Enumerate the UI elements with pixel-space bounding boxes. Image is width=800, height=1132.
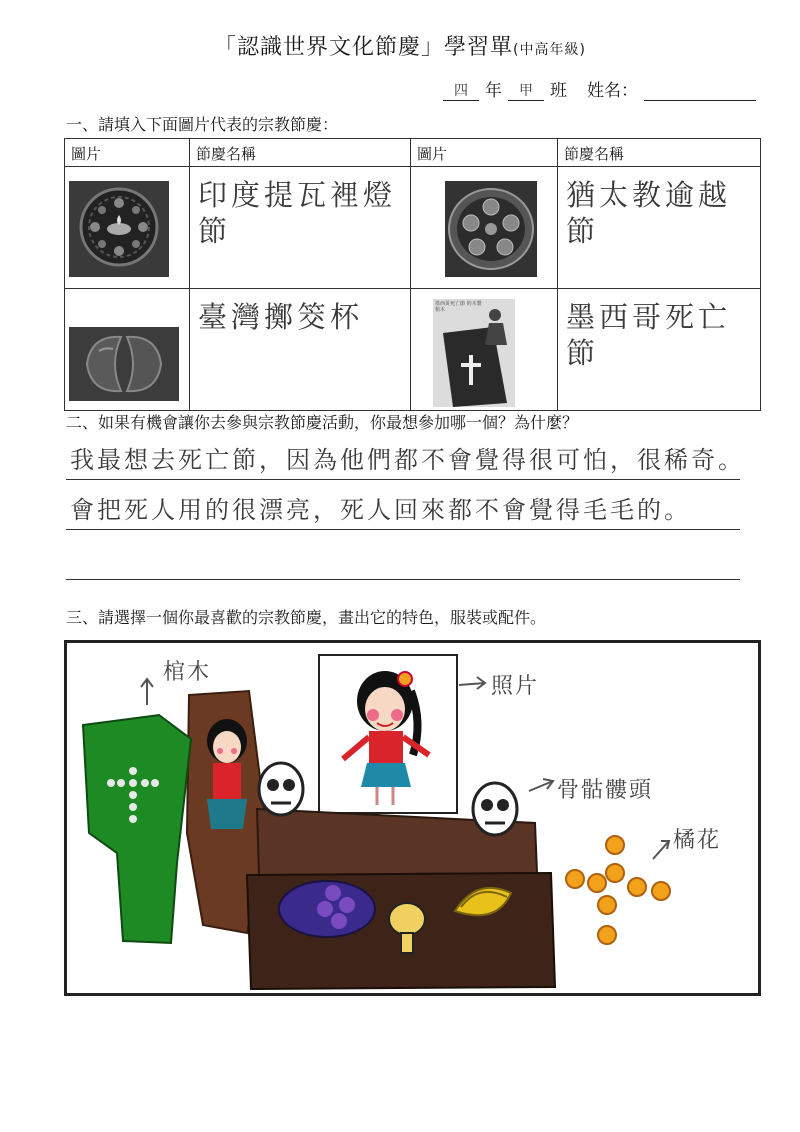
child-drawing [67,643,758,993]
label-flower: 橘花 [673,828,722,853]
answer-line-3 [66,530,740,580]
student-info-line [443,76,756,101]
name-field [644,100,756,101]
class-label: 班 [550,81,567,101]
answer-diwali: 印度提瓦裡燈節 [198,178,397,248]
festival-table [64,138,761,411]
col-header-name-1: 節慶名稱 [190,139,411,167]
table-header-row [65,139,761,167]
grade-field: 四 [443,82,479,101]
answer-line-1 [66,430,745,480]
worksheet-title [0,30,800,61]
answer-line-text: 會把死人用的很漂亮，死人回來都不會覺得毛毛的。 [70,496,691,524]
question-3: 三、請選擇一個你最喜歡的宗教節慶，畫出它的特色，服裝或配件。 [66,608,547,627]
label-photo: 照片 [491,674,540,699]
moon-blocks-photo [65,289,190,411]
drawing-frame [64,640,761,996]
question-2: 二、如果有機會讓你去參與宗教節慶活動，你最想參加哪一個？為什麼？ [66,413,579,432]
answer-cell-diwali [190,167,411,289]
poster-caption: 墨西哥死亡節 的木製棺木 [435,301,482,313]
answer-moon-blocks: 臺灣擲筊杯 [198,300,364,334]
green-coffin-drawing [83,715,191,943]
label-skull: 骨骷髏頭 [557,778,654,803]
day-of-dead-photo [411,289,558,411]
col-header-name-2: 節慶名稱 [558,139,761,167]
answer-lines [66,430,745,580]
answer-cell-moon-blocks [190,289,411,411]
marigold-drawings [566,836,670,944]
answer-line-2 [66,480,740,530]
class-field: 甲 [508,82,544,101]
answer-passover: 猶太教逾越節 [566,178,732,248]
table-row [65,167,761,289]
title-grade-note: (中高年級) [513,42,586,58]
label-coffin: 棺木 [163,660,212,685]
col-header-picture-1: 圖片 [65,139,190,167]
name-label: 姓名： [587,81,638,101]
photo-frame-drawing [319,655,457,813]
table-row [65,289,761,411]
col-header-picture-2: 圖片 [411,139,558,167]
grade-label: 年 [485,81,502,101]
answer-day-of-dead: 墨西哥死亡節 [566,300,732,370]
answer-cell-passover [558,167,761,289]
passover-photo [411,167,558,289]
title-text: 「認識世界文化節慶」學習單 [214,35,514,60]
diwali-photo [65,167,190,289]
answer-cell-day-of-dead [558,289,761,411]
question-1: 一、請填入下面圖片代表的宗教節慶： [66,115,339,134]
answer-line-text: 我最想去死亡節，因為他們都不會覺得很可怕，很稀奇。 [70,446,745,474]
